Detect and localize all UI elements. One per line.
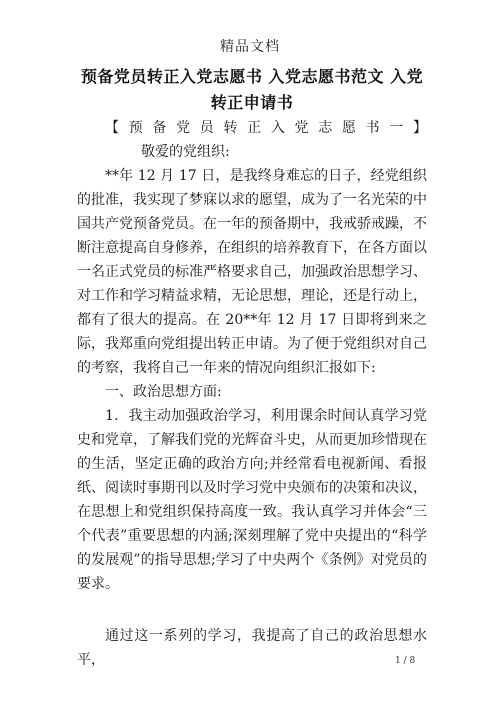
page-number: 1 / 8 (395, 656, 416, 666)
subsection-heading: 一、政治思想方面: (105, 384, 222, 400)
section-heading-line (77, 116, 427, 164)
body-paragraph: 通过这一系列的学习，我提高了自己的政治思想水平， (77, 628, 427, 668)
body-paragraph: **年 12 月 17 日，是我终身难忘的日子，经党组织的批准，我实现了梦寐以求的愿望，成为了一名光荣的中国共产党预备党员。在一年的预备期中，我戒骄戒躁，不断注意提高自身修养，在组织的培养教育下，在各方面以一名正式党员的标准严格要求自己，加强政治思想学习、对工作和学习精益求精，无论思想，理论，还是行动上，都有了很大的提高。在 20**年 12 月 17 日即将到来之际，我郑重向党组提出转正申请。为了便于党组织对自己的考察，我将自己一年来的情况向组织汇报如下: (77, 168, 427, 376)
body-paragraph: 1．我主动加强政治学习，利用课余时间认真学习党史和党章，了解我们党的光辉奋斗史，从而更加珍惜现在的生活，坚定正确的政治方向;并经常看电视新闻、看报纸、阅读时事期刊以及时学习党中央颁布的决策和决议，在思想上和党组织保持高度一致。我认真学习并体会“三个代表”重要思想的内涵;深刻理解了党中央提出的“科学的发展观”的指导思想;学习了中央两个《条例》对党员的要求。 (77, 408, 427, 592)
page-header: 精品文档 (220, 39, 280, 55)
section-heading: 【预备党员转正入党志愿书一】 (105, 120, 427, 136)
salutation: 敬爱的党组织: (141, 144, 230, 160)
document-title: 预备党员转正入党志愿书 入党志愿书范文 入党转正申请书 (80, 67, 424, 112)
document-body (77, 116, 427, 672)
paragraph-gap (77, 596, 427, 624)
